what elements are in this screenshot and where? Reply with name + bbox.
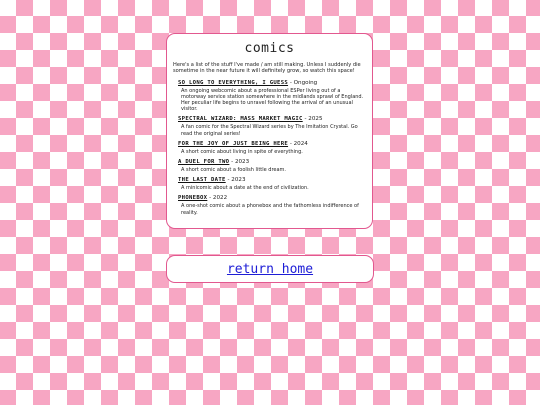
comic-description: A one-shot comic about a phonebox and the fathomless indifference of reality.: [181, 203, 359, 216]
comic-status: 2023: [231, 177, 246, 184]
comic-status: 2025: [308, 116, 323, 123]
list-item: FOR THE JOY OF JUST BEING HERE - 2024 A short comic about living in spite of everything.: [178, 141, 364, 155]
comic-title-link[interactable]: SO LONG TO EVERYTHING, I GUESS: [178, 79, 289, 86]
comic-status: 2022: [212, 195, 228, 202]
comic-description: A short comic about a foolish little dream.: [181, 167, 287, 174]
comic-title-link[interactable]: PHONEBOX: [178, 195, 208, 202]
list-item: SO LONG TO EVERYTHING, I GUESS - Ongoing An ongoing webcomic about a professional ESPer living out of a motorway service station somewhere in the midlands sprawl of England. Her peculiar life begins to unravel following the arrival of an unusual visitor.: [178, 79, 364, 113]
intro-text: Here's a list of the stuff I've made / am still making. Unless I suddenly die sometime in the near future it will definitely grow, so watch this space!: [173, 62, 361, 75]
comic-title-link[interactable]: THE LAST DATE: [178, 177, 226, 184]
return-home-link[interactable]: return home: [226, 261, 314, 277]
comics-panel: [166, 33, 373, 229]
list-item: THE LAST DATE - 2023 A minicomic about a date at the end of civilization.: [178, 177, 364, 191]
comic-description: An ongoing webcomic about a professional ESPer living out of a motorway service station somewhere in the midlands sprawl of England. Her peculiar life begins to unravel following the arrival of an unusual visitor.: [181, 87, 364, 113]
page-title: comics: [244, 41, 295, 56]
comic-title-link[interactable]: FOR THE JOY OF JUST BEING HERE: [178, 140, 289, 147]
comic-description: A short comic about living in spite of everything.: [181, 148, 303, 155]
comic-status: 2023: [234, 159, 250, 166]
list-item: A DUEL FOR TWO - 2023 A short comic about a foolish little dream.: [178, 159, 364, 173]
list-item: SPECTRAL WIZARD: MASS MARKET MAGIC - 2025 A fan comic for the Spectral Wizard series by The Imitation Crystal. Go read the original series!: [178, 116, 364, 136]
return-home-panel: [166, 255, 374, 283]
list-item: PHONEBOX - 2022 A one-shot comic about a phonebox and the fathomless indifference of reality.: [178, 195, 364, 215]
comic-description: A fan comic for the Spectral Wizard series by The Imitation Crystal. Go read the original series!: [181, 124, 358, 137]
comic-description: A minicomic about a date at the end of civilization.: [181, 185, 309, 192]
comic-title-link[interactable]: A DUEL FOR TWO: [178, 159, 230, 166]
comic-status: 2024: [293, 140, 308, 147]
comic-status: Ongoing: [293, 79, 318, 86]
comic-title-link[interactable]: SPECTRAL WIZARD: MASS MARKET MAGIC: [178, 116, 303, 123]
